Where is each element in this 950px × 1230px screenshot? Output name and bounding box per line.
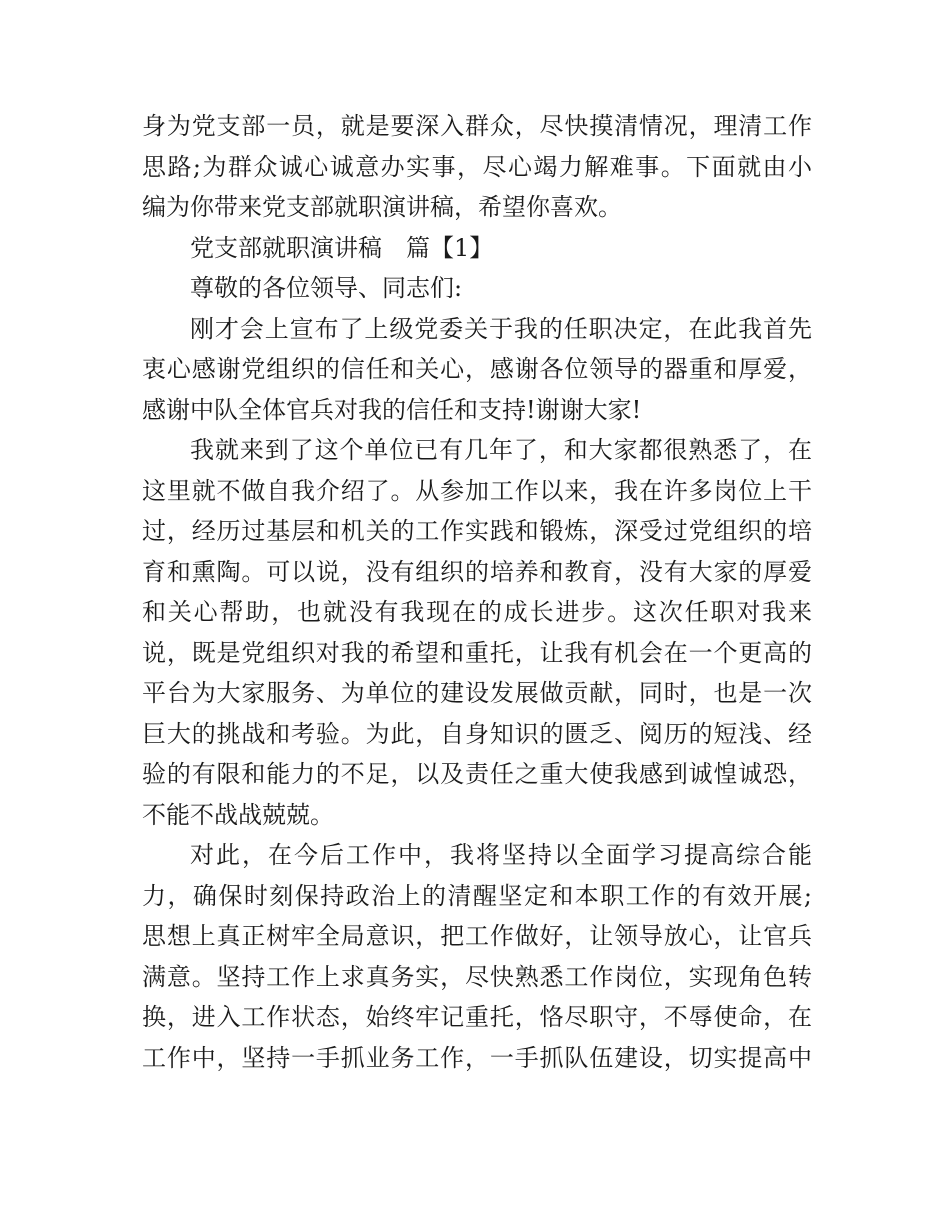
text-line: 和关心帮助，也就没有我现在的成长进步。这次任职对我来 bbox=[142, 598, 812, 626]
text-line: 巨大的挑战和考验。为此，自身知识的匮乏、阅历的短浅、经 bbox=[142, 719, 812, 748]
text-line: 验的有限和能力的不足，以及责任之重大使我感到诚惶诚恐， bbox=[142, 760, 812, 788]
text-line: 思路;为群众诚心诚意办实事，尽心竭力解难事。下面就由小 bbox=[142, 152, 812, 181]
text-line: 感谢中队全体官兵对我的信任和支持!谢谢大家! bbox=[142, 395, 642, 424]
text-line: 党支部就职演讲稿 篇【1】 bbox=[190, 233, 494, 262]
text-line: 换，进入工作状态，始终牢记重托，恪尽职守，不辱使命，在 bbox=[142, 1003, 812, 1031]
text-line: 工作中，坚持一手抓业务工作，一手抓队伍建设，切实提高中 bbox=[142, 1043, 812, 1072]
text-line: 说，既是党组织对我的希望和重托，让我有机会在一个更高的 bbox=[142, 638, 812, 667]
text-line: 平台为大家服务、为单位的建设发展做贡献，同时，也是一次 bbox=[142, 679, 812, 707]
text-line: 刚才会上宣布了上级党委关于我的任职决定，在此我首先 bbox=[190, 314, 812, 343]
text-line: 育和熏陶。可以说，没有组织的培养和教育，没有大家的厚爱 bbox=[142, 557, 812, 586]
text-line: 身为党支部一员，就是要深入群众，尽快摸清情况，理清工作 bbox=[142, 112, 812, 140]
document-body bbox=[142, 106, 812, 1078]
text-line: 不能不战战兢兢。 bbox=[142, 800, 334, 829]
text-line: 过，经历过基层和机关的工作实践和锻炼，深受过党组织的培 bbox=[142, 517, 812, 545]
text-line: 这里就不做自我介绍了。从参加工作以来，我在许多岗位上干 bbox=[142, 476, 812, 505]
text-line: 我就来到了这个单位已有几年了，和大家都很熟悉了，在 bbox=[190, 436, 812, 464]
text-line: 衷心感谢党组织的信任和关心，感谢各位领导的器重和厚爱， bbox=[142, 355, 812, 383]
text-line: 对此，在今后工作中，我将坚持以全面学习提高综合能 bbox=[190, 841, 812, 869]
text-line: 力，确保时刻保持政治上的清醒坚定和本职工作的有效开展; bbox=[142, 881, 812, 910]
text-line: 尊敬的各位领导、同志们: bbox=[190, 274, 463, 302]
text-line: 编为你带来党支部就职演讲稿，希望你喜欢。 bbox=[142, 193, 622, 221]
text-line: 满意。坚持工作上求真务实，尽快熟悉工作岗位，实现角色转 bbox=[142, 962, 812, 991]
text-line: 思想上真正树牢全局意识，把工作做好，让领导放心，让官兵 bbox=[142, 922, 812, 950]
